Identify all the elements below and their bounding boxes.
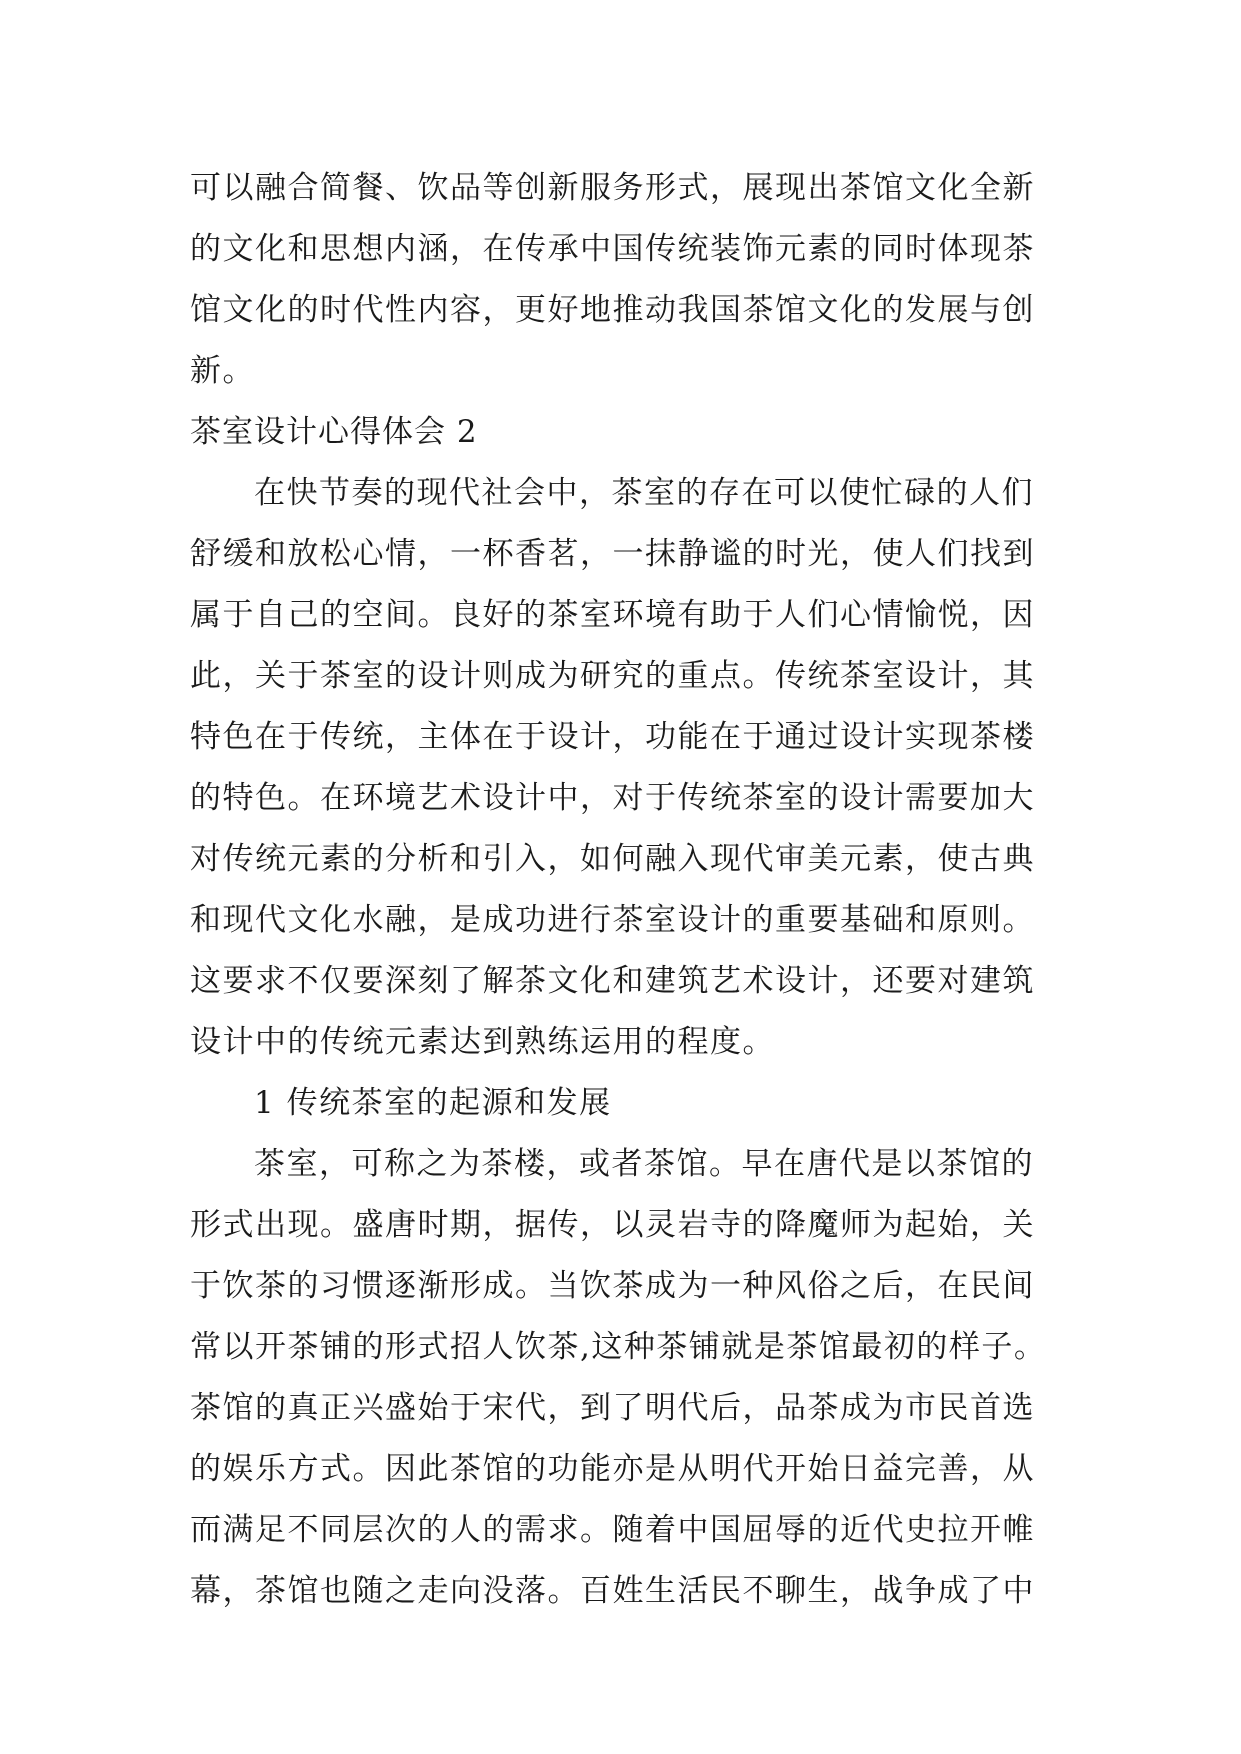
document-body xyxy=(190,158,1090,1622)
paragraph-line: 幕，茶馆也随之走向没落。百姓生活民不聊生，战争成了中 xyxy=(190,1573,1035,1609)
paragraph-line: 舒缓和放松心情，一杯香茗，一抹静谧的时光，使人们找到 xyxy=(190,536,1035,572)
paragraph-line: 设计中的传统元素达到熟练运用的程度。 xyxy=(190,1024,775,1060)
paragraph-line: 在快节奏的现代社会中，茶室的存在可以使忙碌的人们 xyxy=(254,475,1034,511)
paragraph-line: 和现代文化水融，是成功进行茶室设计的重要基础和原则。 xyxy=(190,902,1035,938)
paragraph-line: 此，关于茶室的设计则成为研究的重点。传统茶室设计，其 xyxy=(190,658,1035,694)
paragraph-line: 形式出现。盛唐时期，据传，以灵岩寺的降魔师为起始，关 xyxy=(190,1207,1035,1243)
paragraph-line: 的娱乐方式。因此茶馆的功能亦是从明代开始日益完善，从 xyxy=(190,1451,1035,1487)
paragraph-line: 而满足不同层次的人的需求。随着中国屈辱的近代史拉开帷 xyxy=(190,1512,1035,1548)
paragraph-line: 茶馆的真正兴盛始于宋代，到了明代后，品茶成为市民首选 xyxy=(190,1390,1035,1426)
paragraph-line: 对传统元素的分析和引入，如何融入现代审美元素，使古典 xyxy=(190,841,1035,877)
paragraph-line: 茶室，可称之为茶楼，或者茶馆。早在唐代是以茶馆的 xyxy=(254,1146,1034,1182)
paragraph-line: 特色在于传统，主体在于设计，功能在于通过设计实现茶楼 xyxy=(190,719,1035,755)
subsection-heading: 1 传统茶室的起源和发展 xyxy=(254,1085,612,1121)
paragraph-line: 可以融合简餐、饮品等创新服务形式，展现出茶馆文化全新 xyxy=(190,170,1035,206)
section-heading: 茶室设计心得体会 2 xyxy=(190,414,478,450)
paragraph-line: 的特色。在环境艺术设计中，对于传统茶室的设计需要加大 xyxy=(190,780,1035,816)
paragraph-line: 馆文化的时代性内容，更好地推动我国茶馆文化的发展与创 xyxy=(190,292,1035,328)
paragraph-line: 新。 xyxy=(190,353,255,389)
paragraph-line: 这要求不仅要深刻了解茶文化和建筑艺术设计，还要对建筑 xyxy=(190,963,1035,999)
paragraph-line: 的文化和思想内涵，在传承中国传统装饰元素的同时体现茶 xyxy=(190,231,1035,267)
paragraph-line: 常以开茶铺的形式招人饮茶,这种茶铺就是茶馆最初的样子。 xyxy=(190,1329,1047,1365)
paragraph-line: 于饮茶的习惯逐渐形成。当饮茶成为一种风俗之后，在民间 xyxy=(190,1268,1035,1304)
paragraph-line: 属于自己的空间。良好的茶室环境有助于人们心情愉悦，因 xyxy=(190,597,1035,633)
